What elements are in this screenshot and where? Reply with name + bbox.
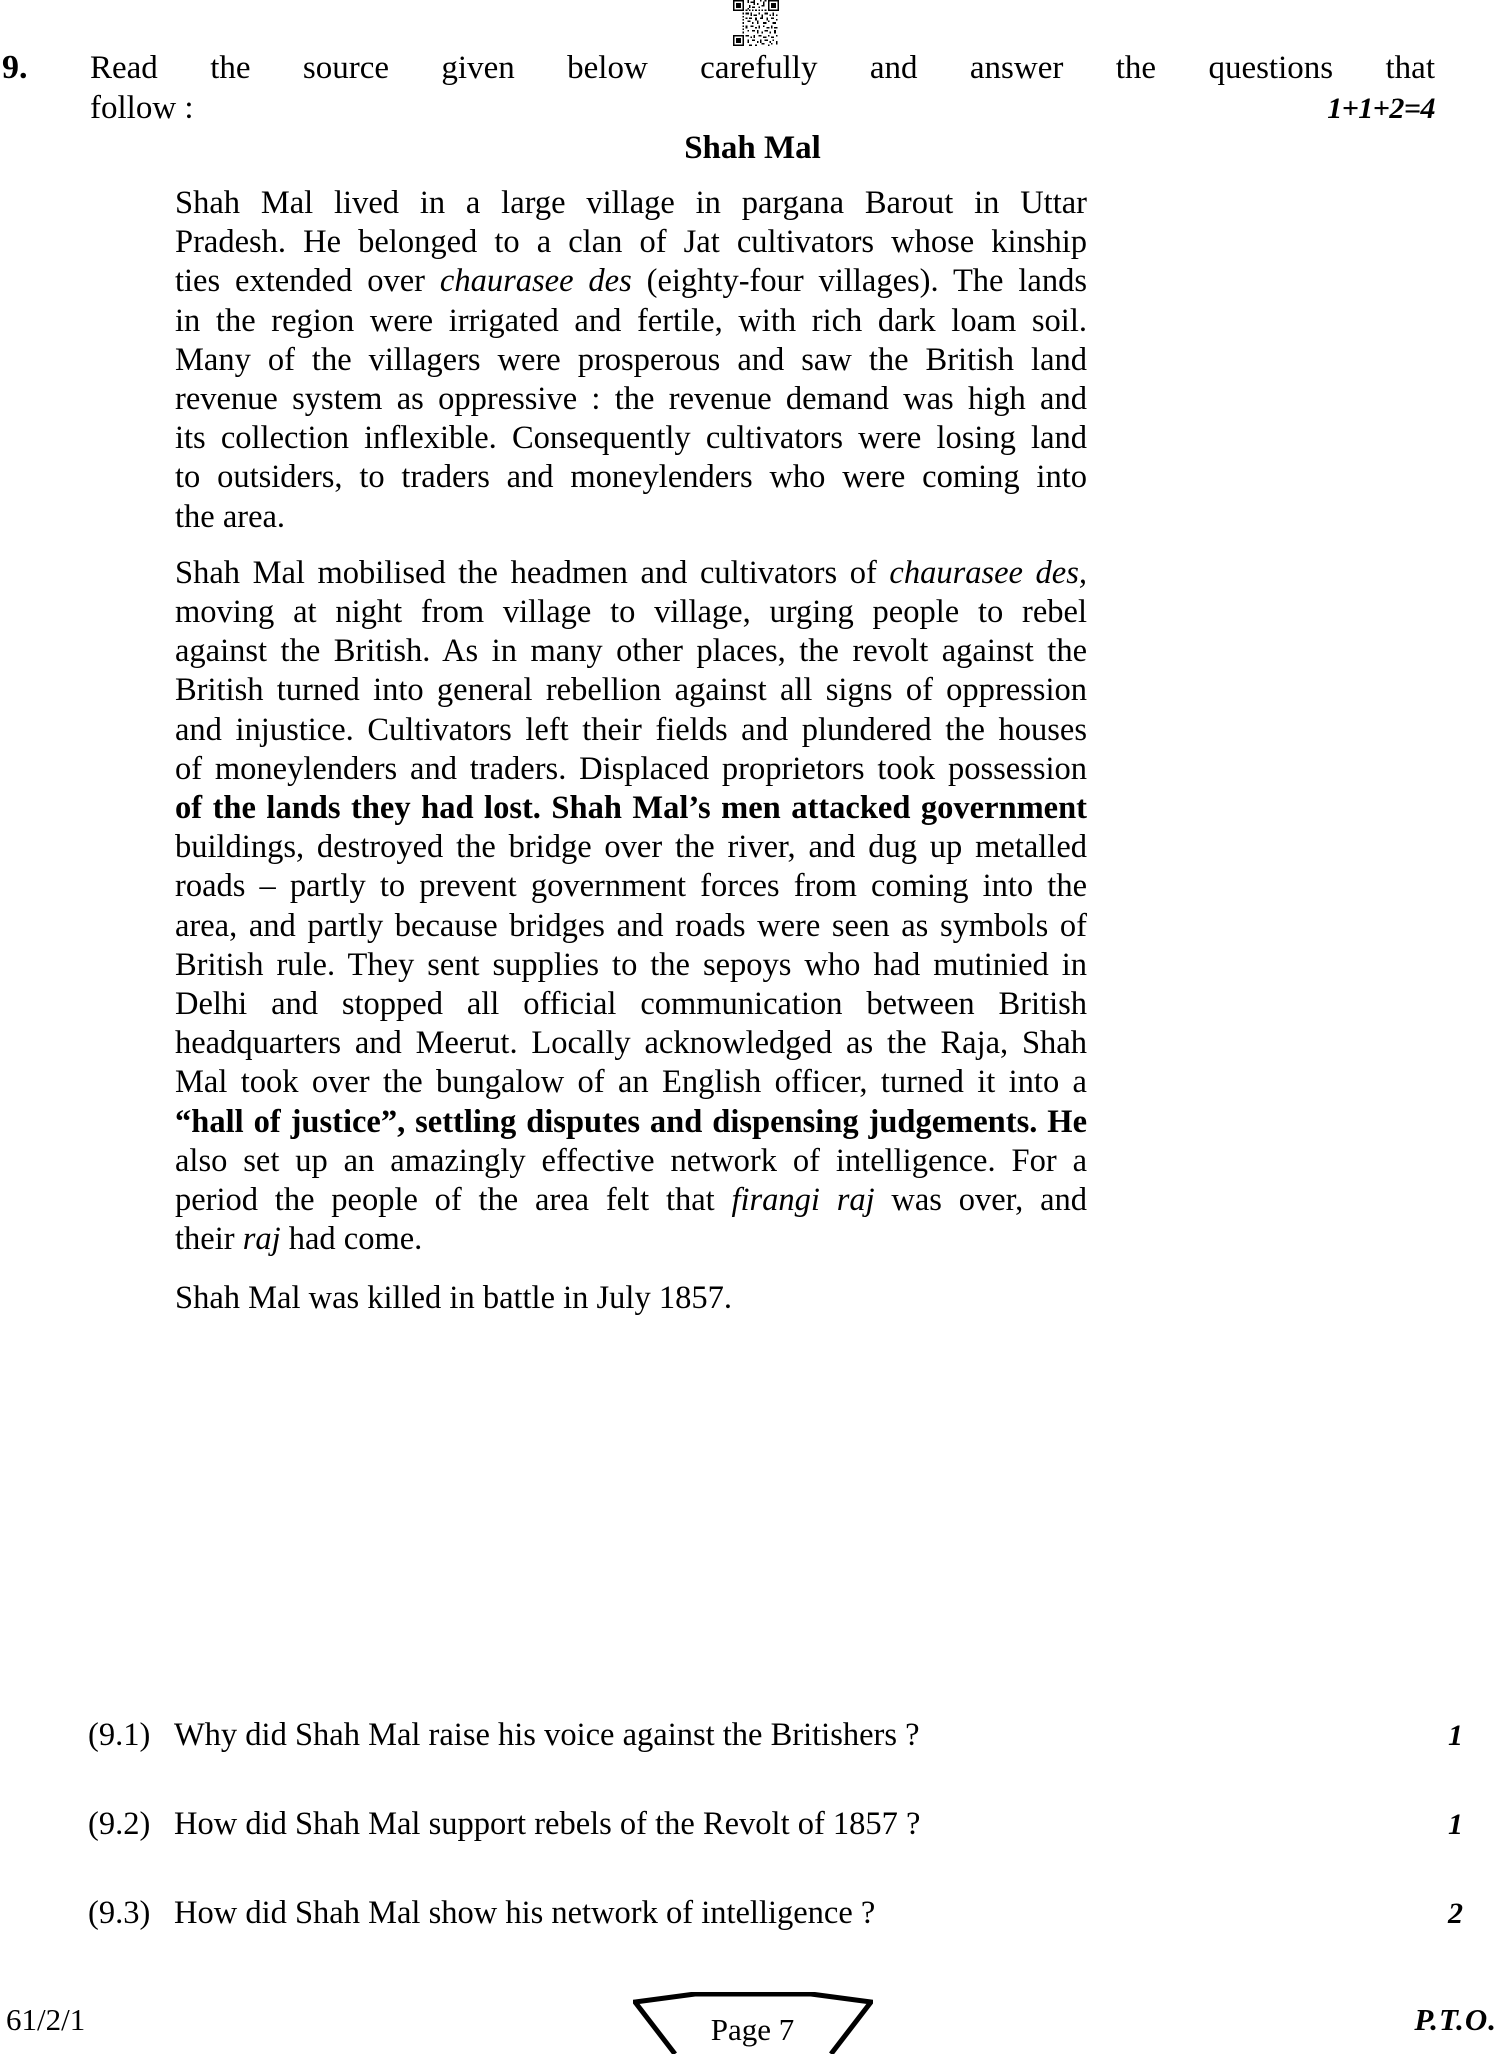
source-line: roads – partly to prevent government forces from coming into the — [175, 868, 1087, 905]
source-line: the area. — [175, 498, 286, 535]
paper-code: 61/2/1 — [6, 2002, 86, 2037]
source-line: headquarters and Meerut. Locally acknowledged as the Raja, Shah — [175, 1025, 1087, 1062]
source-line: against the British. As in many other places, the revolt against the — [175, 633, 1087, 670]
source-line: Mal took over the bungalow of an English officer, turned it into a — [175, 1064, 1087, 1101]
sub-question-9-1 — [0, 1715, 1505, 1756]
source-body — [175, 184, 1087, 1336]
source-line — [175, 1220, 1087, 1259]
source-line: Pradesh. He belonged to a clan of Jat cultivators whose kinship — [175, 224, 1087, 261]
sub-question-text: Why did Shah Mal raise his voice against the Britishers ? — [174, 1717, 920, 1753]
source-paragraph-1 — [175, 184, 1087, 537]
source-bold-text: of the lands they had lost. Shah Mal’s men attacked government — [175, 790, 1087, 827]
question-header — [0, 48, 1505, 129]
sub-question-list — [0, 1715, 1505, 1982]
source-bold-text: “hall of justice”, settling disputes and dispensing judgements. He — [175, 1103, 1087, 1140]
sub-question-label: (9.2) — [88, 1806, 151, 1842]
source-line: buildings, destroyed the bridge over the river, and dug up metalled — [175, 829, 1087, 866]
source-line: area, and partly because bridges and roads were seen as symbols of — [175, 907, 1087, 944]
source-italic-term: firangi raj — [731, 1182, 875, 1219]
source-line-segment: Shah Mal mobilised the headmen and cultivators of — [175, 554, 890, 591]
source-line-segment: was over, and — [874, 1182, 1087, 1219]
source-paragraph-3: Shah Mal was killed in battle in July 1857. — [175, 1280, 732, 1317]
sub-question-text: How did Shah Mal show his network of intelligence ? — [174, 1895, 876, 1931]
source-line: British turned into general rebellion against all signs of oppression — [175, 672, 1087, 709]
source-line: also set up an amazingly effective network of intelligence. For a — [175, 1142, 1087, 1179]
source-italic-term: chaurasee des — [439, 263, 632, 300]
source-line: of moneylenders and traders. Displaced proprietors took possession — [175, 750, 1087, 787]
source-title: Shah Mal — [684, 130, 821, 166]
turn-over-label: P.T.O. — [1414, 2002, 1497, 2037]
source-line-bold — [175, 789, 1087, 828]
sub-question-marks: 2 — [1448, 1897, 1463, 1930]
source-line: to outsiders, to traders and moneylenders who were coming into — [175, 459, 1087, 496]
source-line: Many of the villagers were prosperous and saw the British land — [175, 341, 1087, 378]
source-line: British rule. They sent supplies to the sepoys who had mutinied in — [175, 946, 1087, 983]
source-line: its collection inflexible. Consequently cultivators were losing land — [175, 420, 1087, 457]
source-line — [175, 554, 1087, 593]
source-line: and injustice. Cultivators left their fields and plundered the houses — [175, 711, 1087, 748]
source-line-segment: their — [175, 1221, 243, 1258]
question-number: 9. — [2, 49, 28, 86]
source-paragraph-2 — [175, 554, 1087, 1260]
sub-question-9-3 — [0, 1893, 1505, 1934]
sub-question-marks: 1 — [1448, 1719, 1463, 1752]
question-instruction-line-2: follow : — [90, 90, 194, 126]
source-line — [175, 262, 1087, 301]
question-marks: 1+1+2=4 — [1327, 92, 1435, 125]
source-line: Delhi and stopped all official communication between British — [175, 986, 1087, 1023]
source-line-segment: period the people of the area felt that — [175, 1182, 732, 1219]
source-line-bold — [175, 1103, 1087, 1142]
source-line-segment: (eighty-four villages). The lands — [631, 263, 1087, 300]
source-line: revenue system as oppressive : the revenue demand was high and — [175, 381, 1087, 418]
page-number-label: Page 7 — [710, 2012, 795, 2047]
source-italic-term: raj — [242, 1221, 281, 1258]
source-line: Shah Mal lived in a large village in pargana Barout in Uttar — [175, 185, 1087, 221]
sub-question-label: (9.3) — [88, 1895, 151, 1931]
sub-question-marks: 1 — [1448, 1808, 1463, 1841]
sub-question-text: How did Shah Mal support rebels of the Revolt of 1857 ? — [174, 1806, 921, 1842]
question-instruction-line-1: Read the source given below carefully and answer the questions that — [90, 50, 1435, 86]
sub-question-label: (9.1) — [88, 1717, 151, 1753]
source-line — [175, 1181, 1087, 1220]
page-number-badge — [633, 1992, 873, 2054]
qr-code-icon — [728, 0, 784, 46]
sub-question-9-2 — [0, 1804, 1505, 1845]
source-italic-term: chaurasee des, — [889, 554, 1087, 591]
source-line: in the region were irrigated and fertile, with rich dark loam soil. — [175, 302, 1087, 339]
source-line-segment: had come. — [280, 1221, 423, 1258]
page-footer — [0, 1960, 1505, 2047]
source-line-segment: ties extended over — [175, 263, 440, 300]
source-line: moving at night from village to village, urging people to rebel — [175, 594, 1087, 631]
